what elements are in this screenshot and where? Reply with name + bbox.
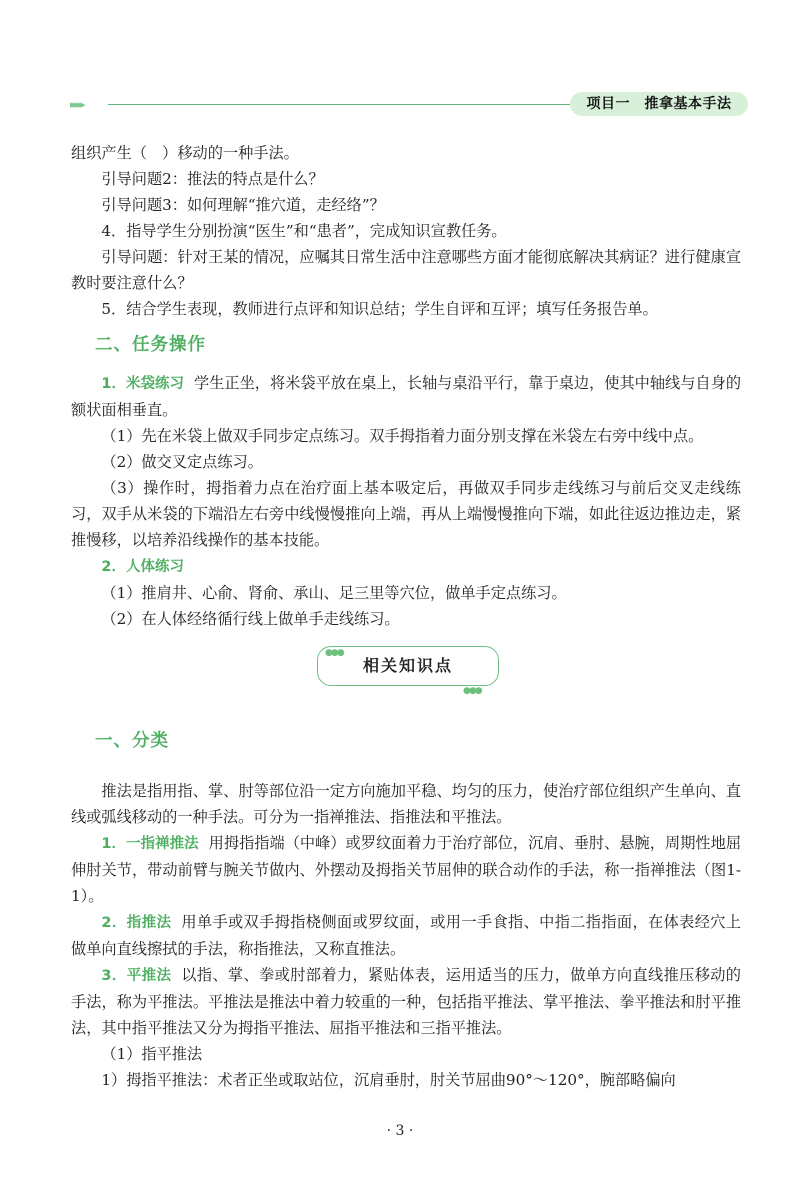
- method-1-text: 用拇指指端（中峰）或罗纹面着力于治疗部位，沉肩、垂肘、悬腕，周期性地屈伸肘关节，带动前臂与腕关节做内、外摆动及拇指关节屈伸的联合动作的手法，称一指禅推法（图1-1）。: [71, 834, 742, 905]
- practice-1-text: 学生正坐，将米袋平放在桌上，长轴与桌沿平行，靠于桌边，使其中轴线与自身的额状面相垂直。: [71, 374, 742, 419]
- intro-paragraph: 推法是指用指、掌、肘等部位沿一定方向施加平稳、均匀的压力，使治疗部位组织产生单向、直线或弧线移动的一种手法。可分为一指禅推法、指推法和平推法。: [71, 782, 741, 826]
- chapter-title: 项目一 推拿基本手法: [570, 92, 748, 116]
- subheading-human-body: 2．人体练习: [101, 559, 184, 575]
- paragraph: 组织产生（ ）移动的一种手法。: [71, 144, 299, 162]
- step-5: 5．结合学生表现，教师进行点评和知识总结；学生自评和互评；填写任务报告单。: [101, 300, 658, 318]
- subheading-flat-push: 3．平推法: [101, 968, 172, 984]
- method-3: [71, 962, 741, 1041]
- method-1: [71, 830, 741, 909]
- list-item: 1）拇指平推法：术者正坐或取站位，沉肩垂肘，肘关节屈曲90°～120°，腕部略偏向: [101, 1071, 676, 1089]
- dots-decoration-icon: ●●●: [463, 686, 481, 696]
- list-item: （1）推肩井、心俞、肾俞、承山、足三里等穴位，做单手定点练习。: [101, 584, 567, 602]
- practice-1: [71, 370, 741, 423]
- guide-question-2: 引导问题2：推法的特点是什么？: [101, 170, 324, 188]
- page-number: · 3 ·: [386, 1123, 414, 1139]
- arrow-decoration-icon: ▸▸▸▸▸: [70, 98, 83, 111]
- list-item: （3）操作时，拇指着力点在治疗面上基本吸定后，再做双手同步走线练习与前后交叉走线练习，双手从米袋的下端沿左右旁中线慢慢推向上端，再从上端慢慢推向下端，如此往返边推边走，紧推慢移，以培养沿线操作的基本技能。: [71, 479, 741, 549]
- subheading-rice-bag: 1．米袋练习: [101, 376, 185, 392]
- practice-2: [71, 553, 741, 580]
- list-item: （2）在人体经络循行线上做单手走线练习。: [101, 610, 400, 628]
- list-item: （2）做交叉定点练习。: [101, 453, 263, 471]
- step-4: 4．指导学生分别扮演“医生”和“患者”，完成知识宣教任务。: [101, 222, 507, 240]
- knowledge-title: 相关知识点: [317, 646, 499, 686]
- header-rule: [108, 104, 648, 105]
- running-header: [70, 92, 748, 118]
- method-3-text: 以指、掌、拳或肘部着力，紧贴体表，运用适当的压力，做单方向直线推压移动的手法，称为平推法。平推法是推法中着力较重的一种，包括指平推法、掌平推法、拳平推法和肘平推法，其中指平推法又分为拇指平推法、屈指平推法和三指平推法。: [71, 966, 741, 1037]
- subheading-finger-push: 2．指推法: [101, 915, 172, 931]
- section-heading-classification: 一、分类: [95, 731, 169, 751]
- guide-question-3: 引导问题3：如何理解“推穴道，走经络”？: [101, 196, 385, 214]
- knowledge-banner: [71, 646, 741, 698]
- section-heading-task-operation: 二、任务操作: [95, 335, 206, 355]
- list-item: （1）指平推法: [101, 1045, 203, 1063]
- dots-decoration-icon: ●●●: [325, 648, 343, 658]
- guide-question: 引导问题：针对王某的情况，应嘱其日常生活中注意哪些方面才能彻底解决其病证？进行健康宣教时要注意什么？: [71, 248, 741, 292]
- method-2: [71, 909, 741, 962]
- subheading-yizhichan: 1．一指禅推法: [101, 836, 199, 852]
- method-2-text: 用单手或双手拇指桡侧面或罗纹面，或用一手食指、中指二指指面，在体表经穴上做单向直线擦拭的手法，称指推法，又称直推法。: [71, 913, 741, 958]
- page-body: [71, 140, 741, 1093]
- list-item: （1）先在米袋上做双手同步定点练习。双手拇指着力面分别支撑在米袋左右旁中线中点。: [101, 427, 704, 445]
